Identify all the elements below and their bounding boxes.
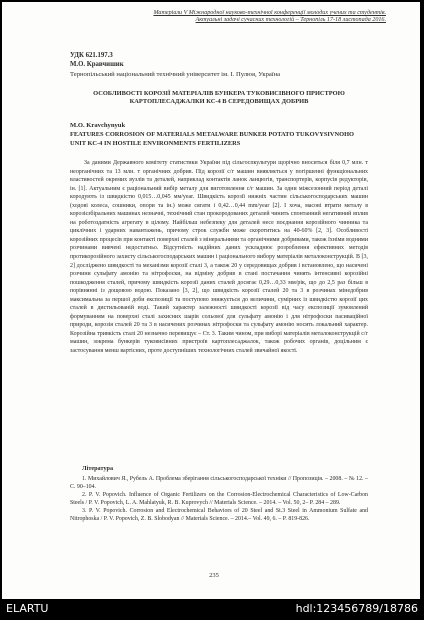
footer-bar <box>0 600 424 620</box>
literature-heading: Література <box>82 465 114 472</box>
reference-item: 3. P. V. Popovich. Corrosion and Electrochemical Behaviors of 20 Steel and St.3 Steel in Ammonium Sulfate and Nitrophoska / P. V. Popovich, Z. B. Slobodyan // Materials Science. – 2014.– Vol. 49, 6. – P. 819-826. <box>70 508 368 523</box>
title-uk: ОСОБЛИВОСТІ КОРОЗІЇ МАТЕРІАЛІВ БУНКЕРА ТУКОВИСІВНОГО ПРИСТРОЮ КАРТОПЛЕСАДЖАЛКИ КС-4 В СЕРЕДОВИЩАХ ДОБРИВ <box>93 90 345 106</box>
repository-label: ELARTU <box>6 602 49 615</box>
title-en: FEATURES CORROSION OF MATERIALS METALWARE BUNKER POTATO TUKOVYSIVNOHO UNIT KC-4 IN HOSTILE ENVIRONMENTS FERTILIZERS <box>70 131 355 147</box>
document-page <box>2 2 420 599</box>
body-text <box>70 159 368 356</box>
author-name-en: M.O. Kravchynyuk <box>70 122 126 129</box>
udk-code: УДК 621.197.3 <box>70 52 113 59</box>
page-number: 235 <box>209 572 219 579</box>
reference-item: 2. P. V. Popovich. Influence of Organic Fertilizers on the Corrosion-Electrochemical Characteristics of Low-Carbon Steels / P. V. Popovich, L. A. Mahlatyuk, R. B. Kuprovych // Materials Science. – 2014. – Vol. 50, 2– P. 284 – 289. <box>70 492 368 507</box>
author-name-uk: М.О. Кравчишик <box>70 61 124 68</box>
header-line-1: Матеріали V Міжнародної науково-технічної конференції молодих учених та студентів. <box>153 10 386 16</box>
conference-header <box>42 10 386 25</box>
handle-id: hdl:123456789/18786 <box>295 602 418 615</box>
reference-item: 1. Михайлович Я., Рубель А. Проблема зберігання сільськогосподарської техніки // Пропозиція. – 2008. – № 12. – С. 90–104. <box>70 476 368 491</box>
reference-list <box>70 475 368 524</box>
body-paragraph: За даними Державного комітету статистики України під сільгоспкультури щорічно вноситься біля 0,7 млн. т неорганічних та 13 млн. т органічних добрив. Під корозії с/г машин виявляється у погіршенні функціональних властивостей окремих вузлів та деталей, наприклад контактів ланок ланцюгів, транспортерів, корпусів редукторів, ін. [1]. Актуальним є раціональний вибір металу для виготовлення с/г машин. За одни міжсезонний період деталі кородують із швидкістю 0,015…0,045 мм/year. Швидкість корозії нижніх частин сільськогосподарських машин (ходові колеса, сошники, опори та ін.) може сягати і 0,42…0,44 mm/year [2]. І хоча, масові втрати металу в корозієзбіральних машинах незначні, технічний стан прокородованих деталей чинить спонтанний негативний вплив на роботоздатність агрегату в цілому. Найбільш небезпеку для деталей несе поєднання корозійного чинника та циклічних і ударних навантажень, причому строк служби може скоротитись на 40-60% [2, 3]. Особливості корозійних процесів при контакті поверхні сталей з мінеральними та органічними добривами, також їхніми водними розчинами вивчені недостатньо. Відсутність надійних даних ускладнює розроблення ефективних методів протикорозійного захисту сільськогосподарських машин і раціонального вибору матеріалів металоконструкцій. В [3, 2] досліджено швидкості та механізми корозії сталі 3, а також 20 у середовищах добрив і встановлено, що насичені розчини сульфату амонію та нітрофоски, на відміну добрив в стані постачання чинять інтенсивні корозійні пошкодження сталей, причому швидкість корозії даних сталей досягає 0,29…0,33 мм/рік, що до 2,5 раз більш в порівнянні із дощовою водою. Показано [3, 2], що швидкість корозії сталей 20 та 3 в розчинах мінедобрив максимальна за першої доби експозиції та поступово знижується до величини, сумірних із швидкістю корозії цих сталей в дистильованій воді. Такий характер залежності швидкості корозії від часу експозиції зумовлений формуванням на поверхні сталі захисних шарів сольової для сульфату амонію і для нітрофоски пасиваційної природи, корозія сталей 20 та 3 в насичених розчинах нітрофоски та сульфату амонію носить локальний характер. Корозійна тривкість сталі 20 незначно перевищує – Ст. 3. Таким чином, при виборі матеріалів металоконструкцій с/г машин, зокрема бункерів туковисівних пристроїв картоплесаджалок, також робочих органів, доцільним є застосування менш вартісних, проте доступніших технологічних сталей звичайної якості. <box>70 160 368 355</box>
header-line-2: Актуальні задачі сучасних технологій – Тернопіль 17-18 листопада 2016. <box>195 17 386 24</box>
affiliation: Тернопільський національний технічний університет ім. І. Пулюя, Україна <box>70 71 281 78</box>
